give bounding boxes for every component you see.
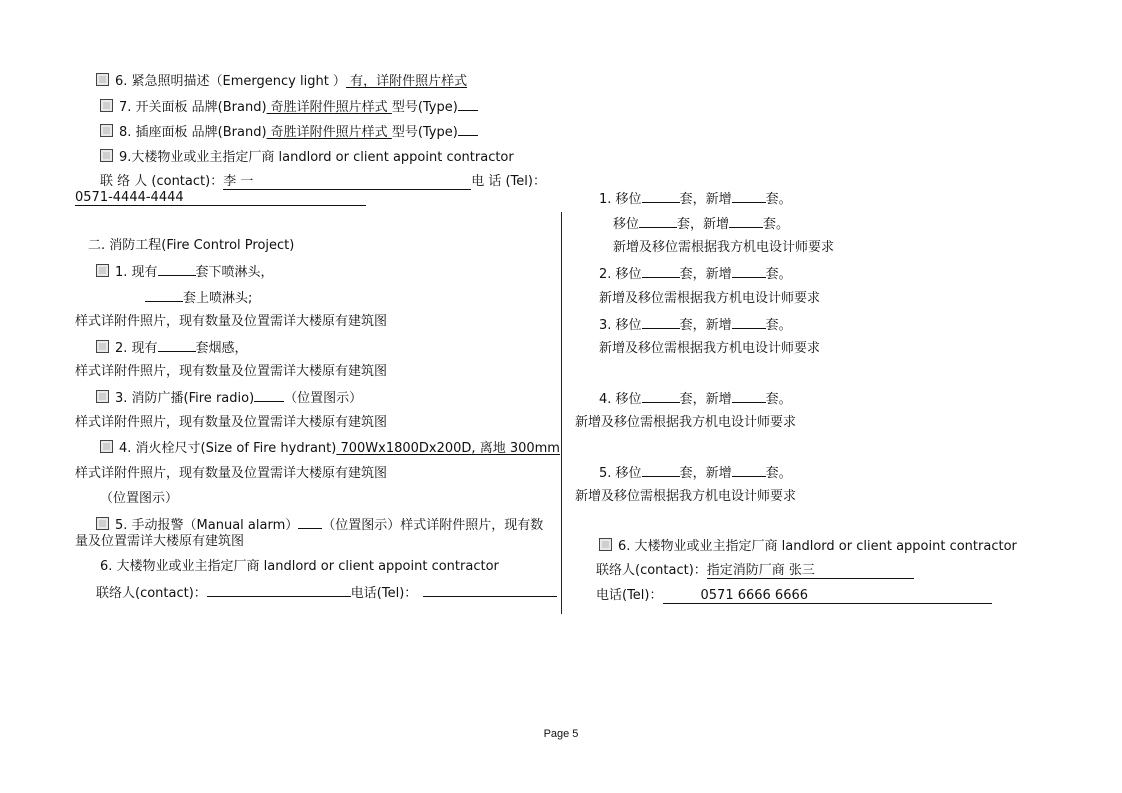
- right-item-1: [599, 190, 792, 208]
- right-item-1b-set: 套，: [677, 217, 704, 232]
- sprinkler-checkbox[interactable]: [96, 264, 109, 277]
- right-note-1: 新增及移位需根据我方机电设计师要求: [613, 240, 835, 255]
- smoke-detector-row: [96, 339, 248, 357]
- manual-alarm-note-cont: 量及位置需详大楼原有建筑图: [75, 534, 245, 549]
- switch-panel-label: 7. 开关面板 品牌(Brand): [119, 100, 267, 115]
- right-item-2: [599, 265, 792, 283]
- fire-radio-checkbox[interactable]: [96, 390, 109, 403]
- right-item-3-new: 新增: [705, 318, 732, 333]
- fire-landlord-contractor: 6. 大楼物业或业主指定厂商 landlord or client appoint contractor: [100, 559, 499, 574]
- right-item-1-move: 移位: [615, 192, 642, 207]
- right-item-1b: [613, 215, 789, 233]
- right-item-1b-new-blank[interactable]: [729, 215, 763, 228]
- right-item-3-end: 套。: [765, 318, 792, 333]
- fire-radio-blank[interactable]: [254, 389, 284, 402]
- right-item-4: [599, 390, 792, 408]
- page-number: Page 5: [543, 728, 579, 740]
- sprinkler-row: [96, 263, 274, 281]
- fire-tel-blank[interactable]: [423, 584, 557, 597]
- right-item-3-move-blank[interactable]: [642, 316, 680, 329]
- right-item-2-num: 2.: [599, 267, 612, 282]
- right-tel-value: 0571 6666 6666: [663, 589, 992, 604]
- fire-hydrant-label: 4. 消火栓尺寸(Size of Fire hydrant): [119, 441, 337, 456]
- right-note-3: 新增及移位需根据我方机电设计师要求: [599, 341, 821, 356]
- socket-panel-label: 8. 插座面板 品牌(Brand): [119, 125, 267, 140]
- right-item-5: [599, 464, 792, 482]
- smoke-detector-blank[interactable]: [158, 339, 196, 352]
- right-item-2-move: 移位: [615, 267, 642, 282]
- manual-alarm-row: [96, 516, 543, 534]
- right-contact-value: 指定消防厂商 张三: [707, 564, 914, 579]
- right-item-4-move: 移位: [615, 392, 642, 407]
- manual-alarm-blank[interactable]: [298, 516, 322, 529]
- right-item-2-move-blank[interactable]: [642, 265, 680, 278]
- landlord-contractor-label: 9.大楼物业或业主指定厂商 landlord or client appoint contractor: [119, 150, 514, 165]
- tel-value: 0571-4444-4444: [75, 191, 366, 206]
- right-landlord-label: 6. 大楼物业或业主指定厂商 landlord or client appoint contractor: [618, 539, 1017, 554]
- fire-contact-blank[interactable]: [207, 584, 351, 597]
- right-item-5-end: 套。: [765, 466, 792, 481]
- right-item-4-new-blank[interactable]: [732, 390, 766, 403]
- landlord-contractor-checkbox[interactable]: [100, 149, 113, 162]
- contact-value: 李 一: [223, 175, 471, 190]
- right-item-4-num: 4.: [599, 392, 612, 407]
- right-item-4-move-blank[interactable]: [642, 390, 680, 403]
- right-item-1-num: 1.: [599, 192, 612, 207]
- photo-note-4: 样式详附件照片，现有数量及位置需详大楼原有建筑图: [75, 466, 388, 481]
- right-item-3-set: 套，: [679, 318, 706, 333]
- socket-panel-brand: 奇胜详附件照片样式: [266, 125, 392, 140]
- emergency-light-row: [96, 73, 467, 90]
- switch-panel-brand: 奇胜详附件照片样式: [266, 100, 392, 115]
- right-item-4-end: 套。: [765, 392, 792, 407]
- photo-note-1: 样式详附件照片，现有数量及位置需详大楼原有建筑图: [75, 314, 388, 329]
- section-fire-control-title: 二. 消防工程(Fire Control Project): [88, 238, 295, 253]
- smoke-detector-checkbox[interactable]: [96, 340, 109, 353]
- right-item-3-num: 3.: [599, 318, 612, 333]
- right-contact-label: 联络人(contact)：: [596, 563, 707, 578]
- right-item-2-new: 新增: [705, 267, 732, 282]
- right-item-5-move-blank[interactable]: [642, 464, 680, 477]
- emergency-light-value: 有，详附件照片样式: [345, 74, 468, 89]
- emergency-light-checkbox[interactable]: [96, 73, 109, 86]
- fire-hydrant-position-note: （位置图示）: [100, 491, 179, 506]
- manual-alarm-note: （位置图示）样式详附件照片，现有数: [322, 518, 544, 533]
- right-contact-row: [596, 563, 914, 579]
- right-item-1b-move-blank[interactable]: [639, 215, 677, 228]
- right-note-4: 新增及移位需根据我方机电设计师要求: [575, 415, 797, 430]
- right-item-5-new-blank[interactable]: [732, 464, 766, 477]
- socket-panel-row: [100, 123, 478, 141]
- right-item-2-new-blank[interactable]: [732, 265, 766, 278]
- sprinkler-down-blank[interactable]: [158, 263, 196, 276]
- right-item-5-new: 新增: [705, 466, 732, 481]
- right-note-5: 新增及移位需根据我方机电设计师要求: [575, 489, 797, 504]
- right-tel-row: [596, 588, 992, 604]
- right-item-2-end: 套。: [765, 267, 792, 282]
- sprinkler-up-row: [145, 289, 252, 307]
- right-item-5-set: 套，: [679, 466, 706, 481]
- smoke-detector-label: 2. 现有: [115, 341, 158, 356]
- right-item-1-new-blank[interactable]: [732, 190, 766, 203]
- fire-hydrant-value: 700Wx1800Dx200D, 离地 300mm: [336, 441, 560, 456]
- fire-contact-row: [96, 584, 557, 602]
- emergency-light-label: 6. 紧急照明描述（Emergency light ）: [115, 74, 346, 89]
- manual-alarm-checkbox[interactable]: [96, 517, 109, 530]
- right-item-1-new: 新增: [705, 192, 732, 207]
- photo-note-3: 样式详附件照片，现有数量及位置需详大楼原有建筑图: [75, 415, 388, 430]
- sprinkler-down-label: 套下喷淋头，: [195, 265, 274, 280]
- right-note-2: 新增及移位需根据我方机电设计师要求: [599, 291, 821, 306]
- photo-note-2: 样式详附件照片，现有数量及位置需详大楼原有建筑图: [75, 364, 388, 379]
- right-item-2-set: 套，: [679, 267, 706, 282]
- right-item-1b-end: 套。: [763, 217, 790, 232]
- right-item-1-end: 套。: [765, 192, 792, 207]
- right-landlord-checkbox[interactable]: [599, 538, 612, 551]
- right-item-4-set: 套，: [679, 392, 706, 407]
- right-landlord-row: [599, 538, 1017, 555]
- landlord-contractor-row: [100, 149, 514, 166]
- tel-label: 电 话 (Tel)：: [471, 174, 546, 189]
- switch-panel-type-label: 型号(Type): [391, 100, 458, 115]
- socket-panel-type-label: 型号(Type): [391, 125, 458, 140]
- fire-radio-row: [96, 389, 362, 407]
- tel-value-row: [75, 190, 366, 206]
- fire-hydrant-row: [100, 440, 560, 457]
- switch-panel-type-blank: [458, 98, 478, 111]
- right-tel-label: 电话(Tel)：: [596, 588, 663, 603]
- right-item-1-move-blank[interactable]: [642, 190, 680, 203]
- fire-radio-label: 3. 消防广播(Fire radio): [115, 391, 255, 406]
- right-item-5-move: 移位: [615, 466, 642, 481]
- manual-alarm-label: 5. 手动报警（Manual alarm）: [115, 518, 299, 533]
- column-divider: [561, 212, 562, 614]
- right-item-1b-move: 移位: [613, 217, 640, 232]
- fire-radio-position: （位置图示）: [284, 391, 363, 406]
- contact-row: [100, 174, 546, 190]
- right-item-1b-new: 新增: [703, 217, 730, 232]
- fire-hydrant-checkbox[interactable]: [100, 440, 113, 453]
- socket-panel-type-blank: [458, 123, 478, 136]
- switch-panel-row: [100, 98, 478, 116]
- right-item-3-new-blank[interactable]: [732, 316, 766, 329]
- smoke-detector-suffix: 套烟感，: [195, 341, 248, 356]
- fire-tel-label: 电话(Tel)：: [350, 586, 418, 601]
- fire-contact-label: 联络人(contact)：: [96, 586, 207, 601]
- switch-panel-checkbox[interactable]: [100, 99, 113, 112]
- socket-panel-checkbox[interactable]: [100, 124, 113, 137]
- contact-label: 联 络 人 (contact)：: [100, 174, 224, 189]
- right-item-1-set: 套，: [679, 192, 706, 207]
- right-item-4-new: 新增: [705, 392, 732, 407]
- sprinkler-up-label: 套上喷淋头;: [183, 291, 253, 306]
- right-item-5-num: 5.: [599, 466, 612, 481]
- sprinkler-label: 1. 现有: [115, 265, 158, 280]
- right-item-3: [599, 316, 792, 334]
- sprinkler-up-blank[interactable]: [145, 289, 183, 302]
- right-item-3-move: 移位: [615, 318, 642, 333]
